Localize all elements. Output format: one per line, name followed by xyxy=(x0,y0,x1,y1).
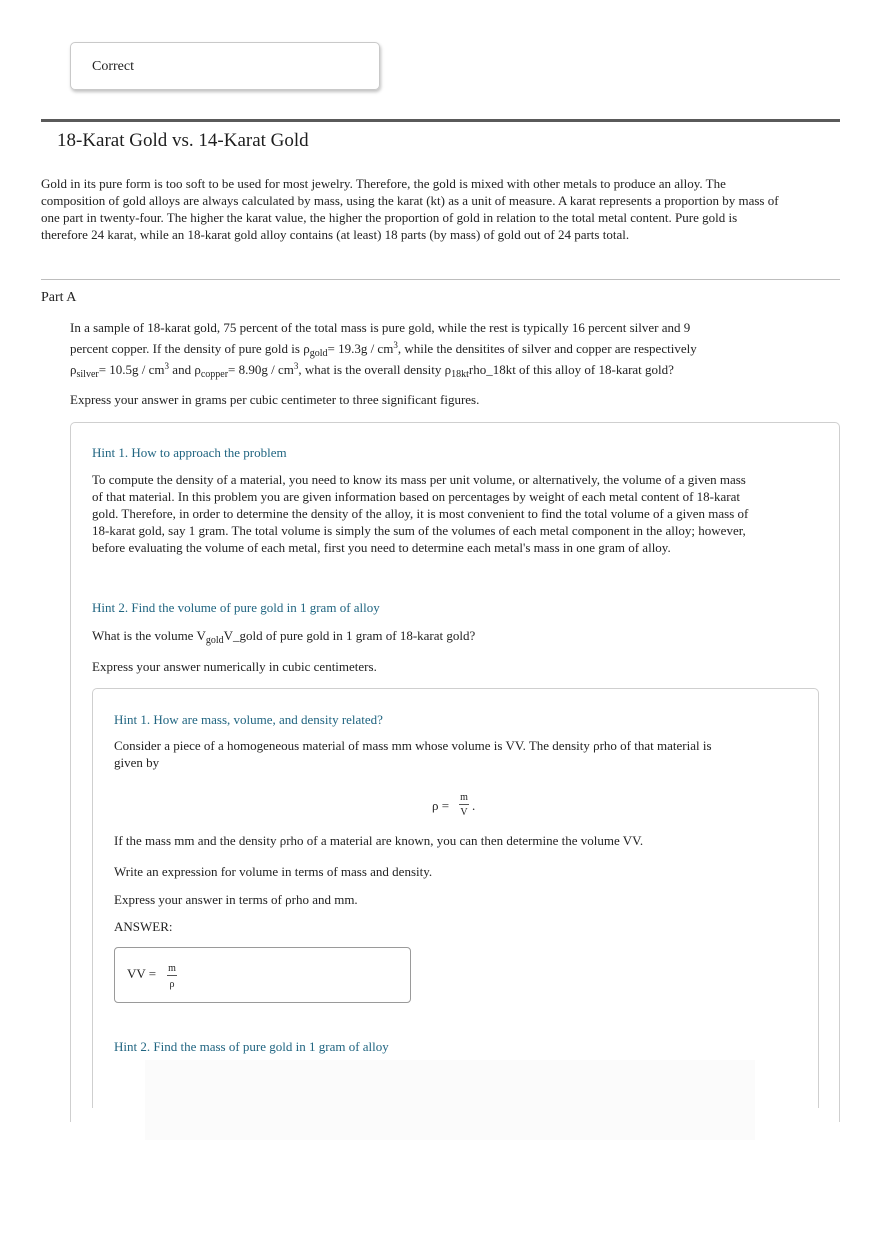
formula-period: . xyxy=(472,798,476,813)
answer-label: ANSWER: xyxy=(114,919,173,934)
answer-lhs: VV = xyxy=(127,966,157,981)
formula-numerator: m xyxy=(460,792,468,803)
formula-lhs: ρ = xyxy=(432,798,450,813)
sub-hint-1-text-3: Express your answer in terms of ρrho and mm. xyxy=(114,892,358,907)
sub-hint-1-text-1: If the mass mm and the density ρrho of a material are known, you can then determine the volume VV. xyxy=(114,833,644,848)
hint-2-question: What is the volume $V_{gold}V\_gold$ of pure gold in 1 gram of 18-karat gold? xyxy=(92,628,476,646)
part-a-question: In a sample of 18-karat gold, 75 percent of the total mass is pure gold, while the rest is typically 16 percent silver and 9 percent copper. If the density of pure gold is $\rho_{gold}= 19.3g / cm^3$, while the densitites of silver and copper are respectively $\rho_{silver}= 10.5g / cm^3$ and $\rho_{copper}= 8.90g / cm^3$, what is the overall density $\rho_{18kt}rho\_18kt$ of this alloy of 18-karat gold? xyxy=(70,320,697,380)
status-box xyxy=(70,42,380,90)
question-line-1: In a sample of 18-karat gold, 75 percent of the total mass is pure gold, while the rest is typically 16 percent silver and 9 xyxy=(70,320,691,335)
answer-denominator: ρ xyxy=(169,979,175,990)
answer-numerator: m xyxy=(168,963,176,974)
status-label: Correct xyxy=(92,59,134,74)
answer-box xyxy=(114,947,411,1003)
part-a-instructions: Express your answer in grams per cubic centimeter to three significant figures. xyxy=(70,392,480,407)
density-formula xyxy=(432,790,502,820)
title-divider xyxy=(41,119,840,122)
sub-hint-1-text-2: Write an expression for volume in terms of mass and density. xyxy=(114,864,433,879)
hint-2-title[interactable]: Hint 2. Find the volume of pure gold in 1 gram of alloy xyxy=(92,600,380,615)
page-title: 18-Karat Gold vs. 14-Karat Gold xyxy=(57,130,309,151)
intro-paragraph: Gold in its pure form is too soft to be used for most jewelry. Therefore, the gold is mixed with other metals to produce an alloy. The composition of gold alloys are always calculated by mass, using the karat (kt) as a unit of measure. A karat represents a proportion by mass of one part in twenty-four. The higher the karat value, the higher the proportion of gold in relation to the total metal content. Pure gold is therefore 24 karat, while an 18-karat gold alloy contains (at least) 18 parts (by mass) of gold out of 24 parts total. xyxy=(41,176,779,242)
formula-denominator: V xyxy=(460,807,468,818)
hint-1-title[interactable]: Hint 1. How to approach the problem xyxy=(92,445,287,460)
content-placeholder xyxy=(145,1060,755,1140)
part-a-label: Part A xyxy=(41,290,77,305)
hint-1-body: To compute the density of a material, you need to know its mass per unit volume, or alternatively, the volume of a given mass of that material. In this problem you are given information based on percentages by weight of each metal content of 18-karat gold. Therefore, in order to determine the density of the alloy, it is most convenient to find the total volume of a given mass of 18-karat gold, say 1 gram. The total volume is simply the sum of the volumes of each metal component in the alloy; however, before evaluating the volume of each metal, first you need to determine each metal's mass in one gram of alloy. xyxy=(92,472,749,555)
hint-2-instructions: Express your answer numerically in cubic centimeters. xyxy=(92,659,377,674)
sub-hint-1-body: Consider a piece of a homogeneous material of mass mm whose volume is VV. The density ρrho of that material is given by xyxy=(114,738,712,770)
sub-hint-1-title[interactable]: Hint 1. How are mass, volume, and density related? xyxy=(114,712,383,727)
sub-hint-2-title[interactable]: Hint 2. Find the mass of pure gold in 1 gram of alloy xyxy=(114,1039,389,1054)
section-divider xyxy=(41,279,840,280)
